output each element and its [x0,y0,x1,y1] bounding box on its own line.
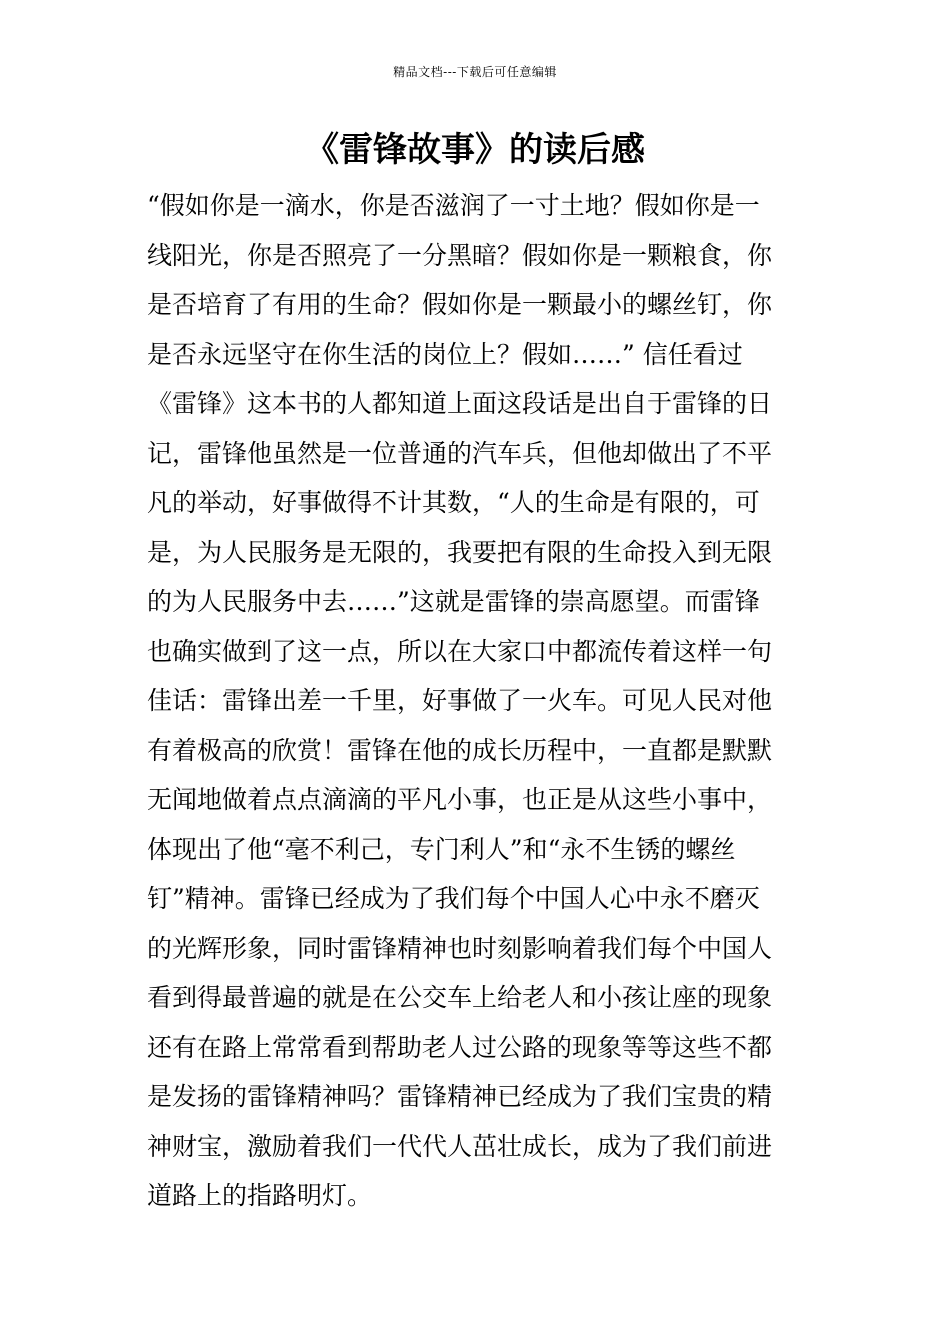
document-body [147,181,827,1221]
body-line: 记，雷锋他虽然是一位普通的汽车兵，但他却做出了不平 [147,438,773,468]
body-line: 是否永远坚守在你生活的岗位上？假如……” 信任看过 [147,339,743,369]
body-line: 有着极高的欣赏！雷锋在他的成长历程中，一直都是默默 [147,735,773,765]
body-line: 是，为人民服务是无限的，我要把有限的生命投入到无限 [147,537,773,567]
body-line: 佳话：雷锋出差一千里，好事做了一火车。可见人民对他 [147,686,773,715]
body-line: 《雷锋》这本书的人都知道上面这段话是出自于雷锋的日 [147,389,773,418]
body-line: 神财宝，激励着我们一代代人茁壮成长，成为了我们前进 [147,1131,773,1161]
body-line: 线阳光，你是否照亮了一分黑暗？假如你是一颗粮食，你 [147,240,773,270]
body-line: 体现出了他“毫不利己，专门利人”和“永不生锈的螺丝 [147,834,736,864]
body-line: 的为人民服务中去……”这就是雷锋的崇高愿望。而雷锋 [147,587,760,616]
body-line: 是否培育了有用的生命？假如你是一颗最小的螺丝钉，你 [147,290,773,319]
body-line: 看到得最普遍的就是在公交车上给老人和小孩让座的现象 [147,983,773,1012]
document-title: 《雷锋故事》的读后感 [305,130,645,170]
body-line: 还有在路上常常看到帮助老人过公路的现象等等这些不都 [147,1032,773,1062]
body-line: 的光辉形象，同时雷锋精神也时刻影响着我们每个中国人 [147,933,773,963]
body-line: 道路上的指路明灯。 [147,1181,373,1210]
body-line: 凡的举动，好事做得不计其数，“人的生命是有限的，可 [147,488,760,517]
body-line: 无闻地做着点点滴滴的平凡小事，也正是从这些小事中， [147,785,773,814]
body-line: 钉”精神。雷锋已经成为了我们每个中国人心中永不磨灭 [147,884,760,913]
header-note: 精品文档---下载后可任意编辑 [393,65,557,79]
body-line: 是发扬的雷锋精神吗？雷锋精神已经成为了我们宝贵的精 [147,1082,773,1111]
body-line: “假如你是一滴水，你是否滋润了一寸土地？假如你是一 [147,191,760,220]
body-line: 也确实做到了这一点，所以在大家口中都流传着这样一句 [147,636,773,666]
